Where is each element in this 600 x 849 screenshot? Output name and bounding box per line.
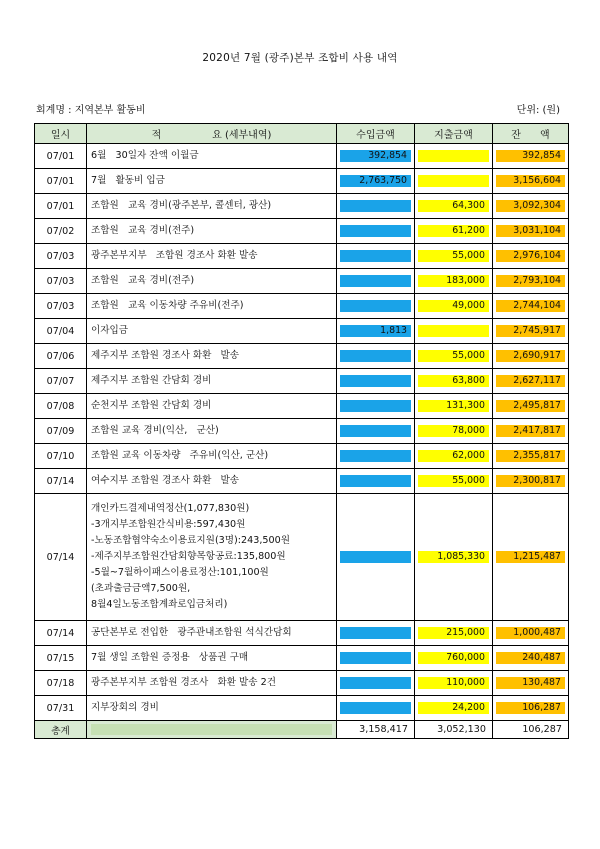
row-expense-cell	[415, 621, 493, 646]
description-line: 6월 30일자 잔액 이월금	[91, 150, 199, 161]
table-row	[35, 621, 569, 646]
row-income-cell	[337, 444, 415, 469]
row-expense-cell	[415, 444, 493, 469]
row-income: 2,763,750	[340, 175, 411, 187]
table-row	[35, 244, 569, 269]
row-description	[87, 444, 337, 469]
row-expense-cell	[415, 469, 493, 494]
row-balance-cell	[493, 444, 569, 469]
table-row	[35, 369, 569, 394]
row-balance-cell	[493, 394, 569, 419]
row-balance-cell	[493, 219, 569, 244]
total-desc-cell	[87, 721, 337, 739]
row-description	[87, 169, 337, 194]
row-income-cell	[337, 294, 415, 319]
row-balance: 2,627,117	[496, 375, 565, 387]
table-row	[35, 671, 569, 696]
row-balance-cell	[493, 494, 569, 621]
description-line: 조합원 교육 경비(전주)	[91, 225, 195, 236]
row-income-cell	[337, 696, 415, 721]
row-balance: 2,417,817	[496, 425, 565, 437]
description-line: 광주본부지부 조합원 경조사 화환 발송	[91, 250, 258, 261]
row-date: 07/15	[35, 646, 87, 671]
table-row	[35, 646, 569, 671]
table-row	[35, 144, 569, 169]
total-income: 3,158,417	[337, 721, 415, 739]
row-income	[340, 475, 411, 487]
row-income-cell	[337, 671, 415, 696]
row-description	[87, 621, 337, 646]
row-income	[340, 350, 411, 362]
row-date: 07/06	[35, 344, 87, 369]
row-date: 07/14	[35, 469, 87, 494]
row-expense: 55,000	[418, 250, 489, 262]
row-balance: 2,355,817	[496, 450, 565, 462]
row-expense-cell	[415, 394, 493, 419]
ledger-table	[34, 123, 569, 739]
description-line: 개인카드결제내역정산(1,077,830원)	[91, 503, 250, 514]
row-income	[340, 275, 411, 287]
row-date: 07/31	[35, 696, 87, 721]
row-balance: 2,495,817	[496, 400, 565, 412]
row-date: 07/03	[35, 269, 87, 294]
row-expense-cell	[415, 194, 493, 219]
row-balance-cell	[493, 269, 569, 294]
row-income-cell	[337, 369, 415, 394]
row-expense: 1,085,330	[418, 551, 489, 563]
table-row	[35, 444, 569, 469]
row-balance: 2,744,104	[496, 300, 565, 312]
row-balance-cell	[493, 671, 569, 696]
description-line: 7월 활동비 입금	[91, 175, 165, 186]
table-row	[35, 169, 569, 194]
description-line: -제주지부조합원간담회향목항공료:135,800원	[91, 551, 286, 562]
row-description	[87, 494, 337, 621]
row-expense	[418, 325, 489, 337]
row-expense-cell	[415, 671, 493, 696]
row-date: 07/03	[35, 244, 87, 269]
row-income	[340, 551, 411, 563]
description-line: 지부장회의 경비	[91, 702, 159, 713]
row-balance: 2,300,817	[496, 475, 565, 487]
row-income	[340, 225, 411, 237]
row-income	[340, 450, 411, 462]
row-balance-cell	[493, 696, 569, 721]
row-description	[87, 244, 337, 269]
row-income	[340, 425, 411, 437]
row-income-cell	[337, 646, 415, 671]
row-balance: 106,287	[496, 702, 565, 714]
row-income	[340, 677, 411, 689]
account-label: 회계명 : 지역본부 활동비	[36, 105, 146, 116]
description-line: 순천지부 조합원 간담회 경비	[91, 400, 212, 411]
description-line: 광주본부지부 조합원 경조사 화환 발송 2건	[91, 677, 276, 688]
row-balance-cell	[493, 169, 569, 194]
row-date: 07/09	[35, 419, 87, 444]
ledger-body	[35, 144, 569, 721]
row-balance: 2,745,917	[496, 325, 565, 337]
row-income-cell	[337, 169, 415, 194]
document-title: 2020년 7월 (광주)본부 조합비 사용 내역	[202, 52, 398, 64]
description-line: 여수지부 조합원 경조사 화환 발송	[91, 475, 240, 486]
row-balance-cell	[493, 419, 569, 444]
table-row	[35, 294, 569, 319]
row-date: 07/18	[35, 671, 87, 696]
row-income	[340, 400, 411, 412]
row-date: 07/01	[35, 169, 87, 194]
description-line: 조합원 교육 경비(익산, 군산)	[91, 425, 219, 436]
row-expense-cell	[415, 696, 493, 721]
row-expense-cell	[415, 269, 493, 294]
row-expense: 131,300	[418, 400, 489, 412]
header-desc: 적 요 (세부내역)	[87, 124, 337, 144]
table-row	[35, 319, 569, 344]
total-expense: 3,052,130	[415, 721, 493, 739]
row-description	[87, 419, 337, 444]
row-income	[340, 627, 411, 639]
row-balance-cell	[493, 344, 569, 369]
row-income	[340, 375, 411, 387]
row-balance-cell	[493, 319, 569, 344]
row-description	[87, 319, 337, 344]
total-desc-fill	[91, 724, 332, 735]
row-expense: 62,000	[418, 450, 489, 462]
row-expense-cell	[415, 144, 493, 169]
row-balance-cell	[493, 369, 569, 394]
row-date: 07/02	[35, 219, 87, 244]
row-income	[340, 652, 411, 664]
description-line: 7월 생일 조합원 증정용 상품권 구매	[91, 652, 249, 663]
row-description	[87, 219, 337, 244]
row-date: 07/01	[35, 144, 87, 169]
description-line: (초과출금금액7,500원,	[91, 583, 191, 594]
row-balance: 1,000,487	[496, 627, 565, 639]
row-income-cell	[337, 621, 415, 646]
row-expense-cell	[415, 344, 493, 369]
row-description	[87, 144, 337, 169]
total-balance: 106,287	[493, 721, 569, 739]
row-description	[87, 696, 337, 721]
description-line: 제주지부 조합원 간담회 경비	[91, 375, 212, 386]
row-description	[87, 269, 337, 294]
row-balance: 2,690,917	[496, 350, 565, 362]
row-date: 07/10	[35, 444, 87, 469]
row-balance: 130,487	[496, 677, 565, 689]
row-income-cell	[337, 494, 415, 621]
row-balance-cell	[493, 294, 569, 319]
row-expense-cell	[415, 244, 493, 269]
description-line: -3개지부조합원간식비용:597,430원	[91, 519, 246, 530]
description-line: 이자입금	[91, 325, 129, 336]
header-date: 일시	[35, 124, 87, 144]
description-line: 8월4일노동조합계좌로입금처리)	[91, 599, 228, 610]
table-row	[35, 344, 569, 369]
row-description	[87, 344, 337, 369]
row-date: 07/04	[35, 319, 87, 344]
row-date: 07/07	[35, 369, 87, 394]
row-balance-cell	[493, 144, 569, 169]
row-balance-cell	[493, 194, 569, 219]
row-balance: 392,854	[496, 150, 565, 162]
header-expense: 지출금액	[415, 124, 493, 144]
table-header-row	[35, 124, 569, 144]
row-expense: 183,000	[418, 275, 489, 287]
table-row	[35, 494, 569, 621]
table-row	[35, 419, 569, 444]
header-balance: 잔 액	[493, 124, 569, 144]
total-label: 총계	[35, 721, 87, 739]
row-balance: 3,156,604	[496, 175, 565, 187]
row-date: 07/08	[35, 394, 87, 419]
row-expense	[418, 175, 489, 187]
row-balance-cell	[493, 646, 569, 671]
row-date: 07/03	[35, 294, 87, 319]
table-row	[35, 219, 569, 244]
table-row	[35, 469, 569, 494]
row-expense: 55,000	[418, 475, 489, 487]
row-income	[340, 250, 411, 262]
row-balance: 2,976,104	[496, 250, 565, 262]
row-expense: 55,000	[418, 350, 489, 362]
row-expense-cell	[415, 294, 493, 319]
table-row	[35, 696, 569, 721]
row-income-cell	[337, 344, 415, 369]
row-income: 392,854	[340, 150, 411, 162]
row-expense: 61,200	[418, 225, 489, 237]
row-expense: 64,300	[418, 200, 489, 212]
row-balance-cell	[493, 621, 569, 646]
description-line: 조합원 교육 경비(광주본부, 콜센터, 광산)	[91, 200, 272, 211]
table-row	[35, 394, 569, 419]
row-income-cell	[337, 244, 415, 269]
description-line: 공단본부로 전입한 광주관내조합원 석식간담회	[91, 627, 292, 638]
row-income-cell	[337, 219, 415, 244]
row-description	[87, 394, 337, 419]
row-balance: 3,092,304	[496, 200, 565, 212]
row-balance-cell	[493, 244, 569, 269]
table-row	[35, 194, 569, 219]
row-description	[87, 646, 337, 671]
row-income-cell	[337, 469, 415, 494]
total-row	[35, 721, 569, 739]
row-income-cell	[337, 319, 415, 344]
row-income	[340, 300, 411, 312]
row-income-cell	[337, 394, 415, 419]
description-line: 제주지부 조합원 경조사 화환 발송	[91, 350, 240, 361]
unit-label: 단위: (원)	[516, 105, 560, 116]
row-income-cell	[337, 144, 415, 169]
description-line: -5월~7월하이패스이용료정산:101,100원	[91, 567, 269, 578]
row-expense: 49,000	[418, 300, 489, 312]
row-income: 1,813	[340, 325, 411, 337]
row-income	[340, 200, 411, 212]
row-date: 07/14	[35, 494, 87, 621]
row-date: 07/14	[35, 621, 87, 646]
row-expense: 215,000	[418, 627, 489, 639]
row-income-cell	[337, 194, 415, 219]
row-date: 07/01	[35, 194, 87, 219]
row-expense: 63,800	[418, 375, 489, 387]
row-description	[87, 671, 337, 696]
row-expense: 110,000	[418, 677, 489, 689]
row-expense-cell	[415, 219, 493, 244]
row-expense-cell	[415, 169, 493, 194]
description-line: -노동조합협약숙소이용료지원(3명):243,500원	[91, 535, 290, 546]
row-expense: 78,000	[418, 425, 489, 437]
description-line: 조합원 교육 이동차량 주유비(익산, 군산)	[91, 450, 269, 461]
row-expense: 760,000	[418, 652, 489, 664]
row-balance: 3,031,104	[496, 225, 565, 237]
table-row	[35, 269, 569, 294]
header-income: 수입금액	[337, 124, 415, 144]
row-balance: 1,215,487	[496, 551, 565, 563]
row-description	[87, 294, 337, 319]
row-description	[87, 469, 337, 494]
row-income-cell	[337, 269, 415, 294]
description-line: 조합원 교육 경비(전주)	[91, 275, 195, 286]
row-income-cell	[337, 419, 415, 444]
row-description	[87, 194, 337, 219]
row-income	[340, 702, 411, 714]
row-expense-cell	[415, 369, 493, 394]
row-balance-cell	[493, 469, 569, 494]
row-expense-cell	[415, 494, 493, 621]
row-expense-cell	[415, 646, 493, 671]
row-description	[87, 369, 337, 394]
row-balance: 240,487	[496, 652, 565, 664]
row-expense: 24,200	[418, 702, 489, 714]
row-expense	[418, 150, 489, 162]
description-line: 조합원 교육 이동차량 주유비(전주)	[91, 300, 244, 311]
row-balance: 2,793,104	[496, 275, 565, 287]
row-expense-cell	[415, 319, 493, 344]
row-expense-cell	[415, 419, 493, 444]
